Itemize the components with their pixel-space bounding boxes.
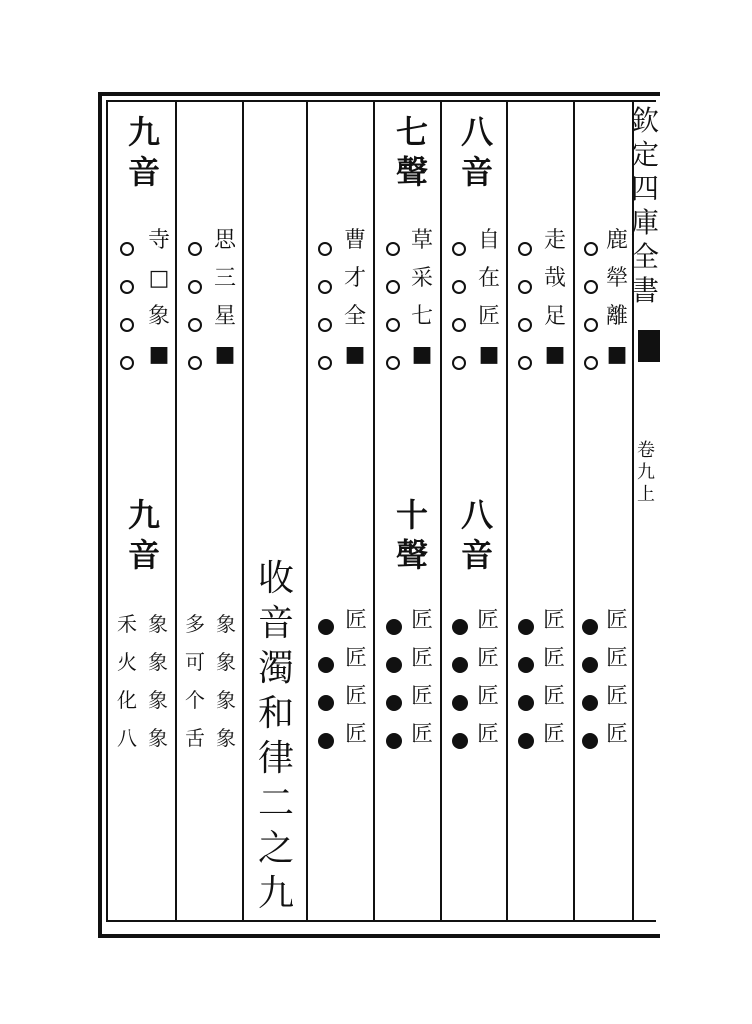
column-1-lower-text-b [112, 605, 142, 757]
text-char: 曹 [343, 228, 366, 253]
text-char: 七 [410, 304, 433, 329]
column-8-upper-text [602, 222, 632, 374]
text-char: 象 [216, 650, 236, 674]
column-5-dots [386, 608, 402, 760]
spine-char: 定 [630, 138, 659, 171]
text-char: 象 [216, 726, 236, 750]
title-char: 音 [257, 603, 294, 644]
text-char: 哉 [543, 266, 566, 291]
text-char: 匠 [542, 722, 565, 747]
filled-circle-icon [518, 733, 534, 749]
text-char: 象 [147, 304, 170, 329]
empty-circle-icon [188, 280, 202, 294]
filled-circle-icon [582, 695, 598, 711]
text-char: 匠 [605, 684, 628, 709]
empty-circle-icon [452, 356, 466, 370]
text-char: 在 [477, 266, 500, 291]
text-char: 匠 [476, 722, 499, 747]
title-char: 和 [257, 693, 294, 734]
text-char: 匠 [477, 304, 500, 329]
title-char: 收 [257, 558, 294, 599]
empty-circle-icon [452, 280, 466, 294]
column-divider [373, 102, 375, 920]
column-2-markers [188, 230, 202, 382]
spine-volume-char: 上 [637, 484, 655, 505]
column-divider [306, 102, 308, 920]
empty-circle-icon [120, 280, 134, 294]
inner-left-rule [106, 100, 108, 922]
text-char: ■ [478, 342, 500, 367]
head-char: 聲 [395, 536, 428, 574]
text-char: 足 [543, 304, 566, 329]
head-char: 九 [127, 496, 160, 534]
empty-circle-icon [318, 242, 332, 256]
text-char: 匠 [344, 722, 367, 747]
column-6-markers [452, 230, 466, 382]
head-char: 聲 [395, 153, 428, 191]
filled-circle-icon [386, 657, 402, 673]
text-char: 星 [213, 304, 236, 329]
text-char: 寺 [147, 228, 170, 253]
empty-circle-icon [584, 280, 598, 294]
text-char: 草 [410, 228, 433, 253]
text-char: 多 [185, 612, 205, 636]
text-char: 可 [185, 650, 205, 674]
column-7-upper-text [538, 222, 572, 374]
text-char: 匠 [476, 646, 499, 671]
column-8-dots [582, 608, 598, 760]
filled-circle-icon [318, 733, 334, 749]
head-char: 音 [127, 153, 160, 191]
column-8-lower-text [602, 602, 632, 754]
text-char: 才 [343, 266, 366, 291]
text-char: 个 [185, 688, 205, 712]
filled-circle-icon [518, 695, 534, 711]
head-char: 音 [460, 153, 493, 191]
text-char: ■ [214, 342, 236, 367]
column-1-lower-head [122, 495, 166, 575]
text-char: 匠 [542, 684, 565, 709]
empty-circle-icon [386, 280, 400, 294]
column-6-upper-text [472, 222, 506, 374]
text-char: 三 [213, 266, 236, 291]
column-8-markers [584, 230, 598, 382]
empty-circle-icon [452, 242, 466, 256]
empty-circle-icon [318, 280, 332, 294]
text-char: ■ [344, 342, 366, 367]
filled-circle-icon [386, 619, 402, 635]
text-char: 全 [343, 304, 366, 329]
text-char: 匠 [542, 646, 565, 671]
text-char: 象 [148, 612, 168, 636]
column-5-lower-head [390, 495, 434, 575]
column-2-upper-text [208, 222, 242, 374]
empty-circle-icon [318, 356, 332, 370]
spine-char: 欽 [630, 104, 659, 137]
filled-circle-icon [386, 695, 402, 711]
column-1-markers [120, 230, 134, 382]
text-char: 走 [543, 228, 566, 253]
spine-char: 書 [630, 274, 659, 307]
empty-circle-icon [120, 318, 134, 332]
empty-circle-icon [452, 318, 466, 332]
text-char: 匠 [605, 722, 628, 747]
column-4-lower-text [340, 602, 372, 754]
empty-circle-icon [386, 242, 400, 256]
text-char: 匠 [410, 684, 433, 709]
empty-circle-icon [386, 318, 400, 332]
title-char: 濁 [257, 648, 294, 689]
text-char: 匠 [605, 608, 628, 633]
text-char: 象 [216, 612, 236, 636]
spine-title [630, 104, 660, 308]
text-char: 匠 [542, 608, 565, 633]
empty-circle-icon [584, 242, 598, 256]
inner-bottom-rule [106, 920, 656, 922]
column-7-lower-text [538, 602, 570, 754]
column-1-upper-head [122, 112, 166, 192]
filled-circle-icon [582, 619, 598, 635]
column-6-dots [452, 608, 468, 760]
column-1-upper-text [142, 222, 176, 374]
column-divider [506, 102, 508, 920]
column-5-lower-text [406, 602, 438, 754]
column-2-lower-text-a [211, 605, 241, 757]
head-char: 九 [127, 113, 160, 151]
text-char: 化 [117, 688, 137, 712]
filled-circle-icon [582, 657, 598, 673]
text-char: ■ [544, 342, 566, 367]
spine-volume-char: 卷 [637, 440, 655, 461]
empty-circle-icon [188, 356, 202, 370]
text-char: 匠 [344, 646, 367, 671]
text-char: 匠 [476, 608, 499, 633]
filled-circle-icon [452, 695, 468, 711]
column-2-lower-text-b [180, 605, 210, 757]
text-char: 犖 [605, 266, 628, 291]
text-char: 象 [148, 726, 168, 750]
filled-circle-icon [518, 657, 534, 673]
empty-circle-icon [188, 242, 202, 256]
empty-circle-icon [188, 318, 202, 332]
spine-char: 庫 [630, 206, 659, 239]
filled-circle-icon [582, 733, 598, 749]
empty-circle-icon [518, 356, 532, 370]
column-7-markers [518, 230, 532, 382]
spine-volume-char: 九 [637, 462, 655, 483]
text-char: 象 [148, 688, 168, 712]
filled-circle-icon [318, 619, 334, 635]
text-char: 火 [117, 650, 137, 674]
column-5-markers [386, 230, 400, 382]
chapter-title [252, 556, 300, 916]
column-divider [242, 102, 244, 920]
spine-char: 四 [630, 172, 659, 205]
filled-circle-icon [452, 657, 468, 673]
spine-volume [636, 440, 656, 506]
text-char: 象 [148, 650, 168, 674]
head-char: 音 [460, 536, 493, 574]
text-char: □ [148, 266, 170, 291]
spine-band [638, 330, 660, 362]
text-char: 象 [216, 688, 236, 712]
text-char: 禾 [117, 612, 137, 636]
column-divider [573, 102, 575, 920]
filled-circle-icon [318, 695, 334, 711]
text-char: 離 [605, 304, 628, 329]
filled-circle-icon [318, 657, 334, 673]
text-char: 匠 [410, 646, 433, 671]
empty-circle-icon [318, 318, 332, 332]
text-char: 匠 [344, 608, 367, 633]
head-char: 十 [395, 496, 428, 534]
text-char: 自 [477, 228, 500, 253]
column-6-lower-head [455, 495, 499, 575]
head-char: 音 [127, 536, 160, 574]
text-char: 匠 [344, 684, 367, 709]
filled-circle-icon [452, 619, 468, 635]
empty-circle-icon [584, 318, 598, 332]
text-char: 匠 [476, 684, 499, 709]
column-5-upper-text [405, 222, 439, 374]
title-char: 律 [257, 738, 294, 779]
filled-circle-icon [386, 733, 402, 749]
column-4-markers [318, 230, 332, 382]
text-char: ■ [411, 342, 433, 367]
column-4-upper-text [338, 222, 372, 374]
column-6-lower-text [472, 602, 504, 754]
head-char: 八 [460, 496, 493, 534]
title-char: 二 [257, 783, 294, 824]
filled-circle-icon [518, 619, 534, 635]
empty-circle-icon [518, 242, 532, 256]
title-char: 九 [257, 873, 294, 914]
text-char: 鹿 [605, 228, 628, 253]
empty-circle-icon [120, 242, 134, 256]
text-char: 匠 [410, 722, 433, 747]
column-6-upper-head [455, 112, 499, 192]
filled-circle-icon [452, 733, 468, 749]
spine-char: 全 [630, 240, 659, 273]
text-char: ■ [606, 342, 628, 367]
text-char: 八 [117, 726, 137, 750]
text-char: 匠 [410, 608, 433, 633]
column-5-upper-head [390, 112, 434, 192]
empty-circle-icon [584, 356, 598, 370]
title-char: 之 [257, 828, 294, 869]
column-1-lower-text-a [143, 605, 173, 757]
column-7-dots [518, 608, 534, 760]
head-char: 七 [395, 113, 428, 151]
page-frame [98, 92, 660, 938]
text-char: 思 [213, 228, 236, 253]
text-char: 匠 [605, 646, 628, 671]
empty-circle-icon [518, 318, 532, 332]
column-divider [440, 102, 442, 920]
head-char: 八 [460, 113, 493, 151]
text-char: 舌 [185, 726, 205, 750]
empty-circle-icon [120, 356, 134, 370]
column-4-dots [318, 608, 334, 760]
text-char: ■ [148, 342, 170, 367]
text-char: 采 [410, 266, 433, 291]
empty-circle-icon [386, 356, 400, 370]
empty-circle-icon [518, 280, 532, 294]
